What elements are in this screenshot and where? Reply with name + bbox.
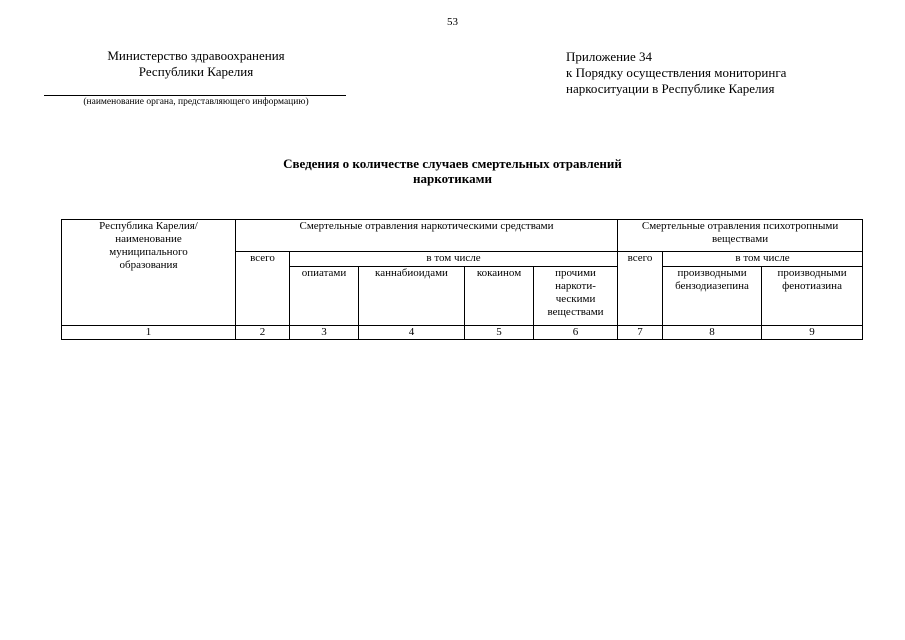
ministry-note: (наименование органа, представляющего информацию) <box>83 97 309 107</box>
appendix-line-3: наркоситуации в Республике Карелия <box>566 81 775 96</box>
header-pheno-line-1: производными <box>777 267 847 279</box>
ministry-line-1: Министерство здравоохранения <box>107 48 285 63</box>
header-psychotropic-including: в том числе <box>663 252 863 267</box>
ministry-line-2: Республики Карелия <box>138 64 254 79</box>
header-region <box>62 220 236 326</box>
ministry-header <box>44 48 348 80</box>
header-opiates: опиатами <box>290 267 359 326</box>
header-region-line-4: образования <box>119 259 178 271</box>
column-number: 9 <box>762 326 863 340</box>
header-region-line-2: наименование <box>115 233 182 245</box>
appendix-line-1: Приложение 34 <box>566 49 653 64</box>
column-number: 1 <box>62 326 236 340</box>
header-psychotropic-total: всего <box>618 252 663 326</box>
column-number: 7 <box>618 326 663 340</box>
header-other-line-1: прочими <box>555 267 596 279</box>
header-region-line-1: Республика Карелия/ <box>99 220 198 232</box>
column-number: 4 <box>359 326 465 340</box>
header-narcotic-including: в том числе <box>290 252 618 267</box>
header-other-line-3: ческими <box>555 293 596 305</box>
appendix-line-2: к Порядку осуществления мониторинга <box>566 65 787 80</box>
header-other-line-4: веществами <box>547 306 604 318</box>
header-cannabinoids: каннабиоидами <box>359 267 465 326</box>
header-benzo-line-1: производными <box>677 267 747 279</box>
title-line-1: Сведения о количестве случаев смертельных отравлений <box>283 156 622 171</box>
page-number: 53 <box>447 16 458 28</box>
document-title <box>0 156 905 186</box>
title-line-2: наркотиками <box>413 171 492 186</box>
column-number: 8 <box>663 326 762 340</box>
header-phenothiazine <box>762 267 863 326</box>
header-benzodiazepine <box>663 267 762 326</box>
header-psychotropic-group: Смертельные отравления психотропными веществами <box>618 220 863 252</box>
appendix-header <box>566 49 896 97</box>
report-table <box>61 219 863 340</box>
header-pheno-line-2: фенотиазина <box>782 280 842 292</box>
header-other-narcotics <box>534 267 618 326</box>
column-number: 6 <box>534 326 618 340</box>
column-number: 3 <box>290 326 359 340</box>
column-number: 5 <box>465 326 534 340</box>
header-region-line-3: муниципального <box>109 246 188 258</box>
header-cocaine: кокаином <box>465 267 534 326</box>
header-other-line-2: наркоти- <box>555 280 596 292</box>
column-number-row <box>62 326 863 340</box>
column-number: 2 <box>236 326 290 340</box>
header-benzo-line-2: бензодиазепина <box>675 280 749 292</box>
header-narcotic-total: всего <box>236 252 290 326</box>
signature-rule <box>44 95 346 96</box>
header-narcotic-group: Смертельные отравления наркотическими средствами <box>236 220 618 252</box>
